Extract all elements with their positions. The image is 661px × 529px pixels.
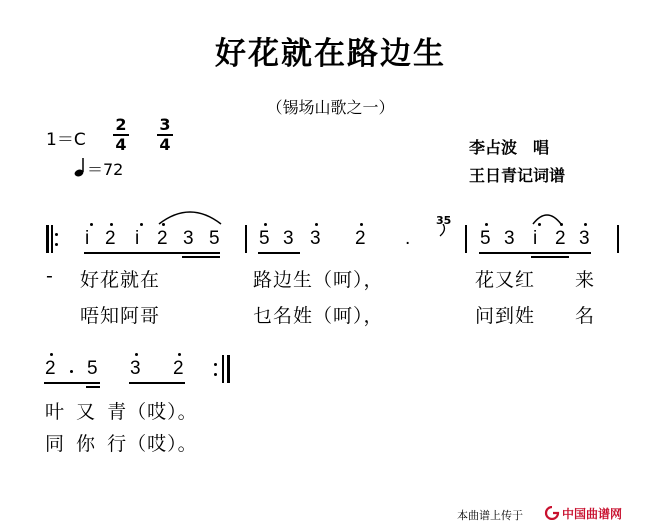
octave-dot — [135, 353, 138, 356]
note: 3 — [310, 228, 321, 249]
note: 2 — [173, 358, 184, 379]
end-repeat-thick-bar — [227, 355, 230, 383]
key-signature: 1＝C — [46, 130, 86, 150]
quarter-note-icon — [74, 156, 86, 178]
beam-line — [531, 256, 569, 258]
beam-line — [84, 252, 220, 254]
octave-dot — [485, 223, 488, 226]
start-repeat-thick-bar — [46, 225, 49, 253]
repeat-dot — [55, 243, 58, 246]
note: 5 — [87, 358, 98, 379]
lyric-verse2-part1: 唔知阿哥 — [80, 305, 161, 327]
meter-denominator: 4 — [159, 135, 171, 154]
footer-upload-text: 本曲谱上传于 — [457, 509, 523, 522]
octave-dot — [140, 223, 143, 226]
note: i — [135, 228, 140, 249]
dot-extension: . — [405, 228, 411, 249]
transcriber-credit: 王日青记词谱 — [469, 166, 566, 185]
end-repeat-thin-bar — [222, 355, 224, 383]
octave-dot — [264, 223, 267, 226]
note: 2 — [555, 228, 566, 249]
note: 5 — [209, 228, 220, 249]
tempo-marking: ＝72 — [87, 160, 124, 179]
lyric-verse2-part2: 乜名姓（呵）， — [253, 305, 384, 327]
beam-line — [479, 252, 591, 254]
lyric-verse1-part3: 花又红 — [475, 269, 536, 291]
grace-notes: 35 — [436, 214, 452, 227]
grace-hook-icon — [438, 224, 448, 238]
note: i — [533, 228, 538, 249]
octave-dot — [110, 223, 113, 226]
lyric-verse2-part4: 名 — [575, 305, 596, 327]
note: 5 — [259, 228, 270, 249]
page-title: 好花就在路边生 — [215, 36, 446, 72]
meter-denominator: 4 — [115, 135, 127, 154]
octave-dot — [584, 223, 587, 226]
note: 5 — [480, 228, 491, 249]
octave-dot — [90, 223, 93, 226]
barline — [245, 225, 247, 253]
lyric-verse2-part3: 问到姓 — [475, 305, 536, 327]
note: 3 — [504, 228, 515, 249]
time-signature-3-4 — [157, 117, 173, 153]
note: i — [85, 228, 90, 249]
note: 3 — [183, 228, 194, 249]
repeat-dot — [214, 363, 217, 366]
note: 3 — [579, 228, 590, 249]
beam-line — [86, 386, 100, 388]
subtitle: （锡场山歌之一） — [266, 98, 395, 117]
beam-line — [129, 382, 185, 384]
site-logo-icon — [544, 506, 560, 520]
singer-credit: 李占波 唱 — [469, 138, 550, 157]
lyric-dash: - — [46, 265, 54, 287]
slur-arc — [530, 206, 564, 228]
note: 3 — [283, 228, 294, 249]
note: 2 — [45, 358, 56, 379]
beam-line — [258, 252, 300, 254]
time-signature-2-4 — [113, 117, 129, 153]
meter-numerator: 2 — [115, 115, 127, 134]
lyric-verse1-part2: 路边生（呵）， — [253, 269, 384, 291]
note: 3 — [130, 358, 141, 379]
start-repeat-thin-bar — [51, 225, 53, 253]
beam-line — [182, 256, 220, 258]
site-logo-text[interactable]: 中国曲谱网 — [562, 507, 623, 521]
octave-dot — [178, 353, 181, 356]
slur-arc — [155, 206, 225, 228]
octave-dot — [50, 353, 53, 356]
note: 2 — [355, 228, 366, 249]
note: 2 — [157, 228, 168, 249]
beam-line — [44, 382, 100, 384]
lyric-verse2-line2: 同 你 行（哎）。 — [45, 433, 198, 455]
dotted-rhythm-dot — [70, 370, 73, 373]
meter-numerator: 3 — [159, 115, 171, 134]
repeat-dot — [55, 233, 58, 236]
barline — [465, 225, 467, 253]
lyric-verse1-part1: 好花就在 — [80, 269, 161, 291]
note: 2 — [105, 228, 116, 249]
octave-dot — [315, 223, 318, 226]
repeat-dot — [214, 373, 217, 376]
lyric-verse1-part4: 来 — [575, 269, 596, 291]
octave-dot — [360, 223, 363, 226]
lyric-verse1-line2: 叶 又 青（哎）。 — [45, 401, 198, 423]
barline — [617, 225, 619, 253]
